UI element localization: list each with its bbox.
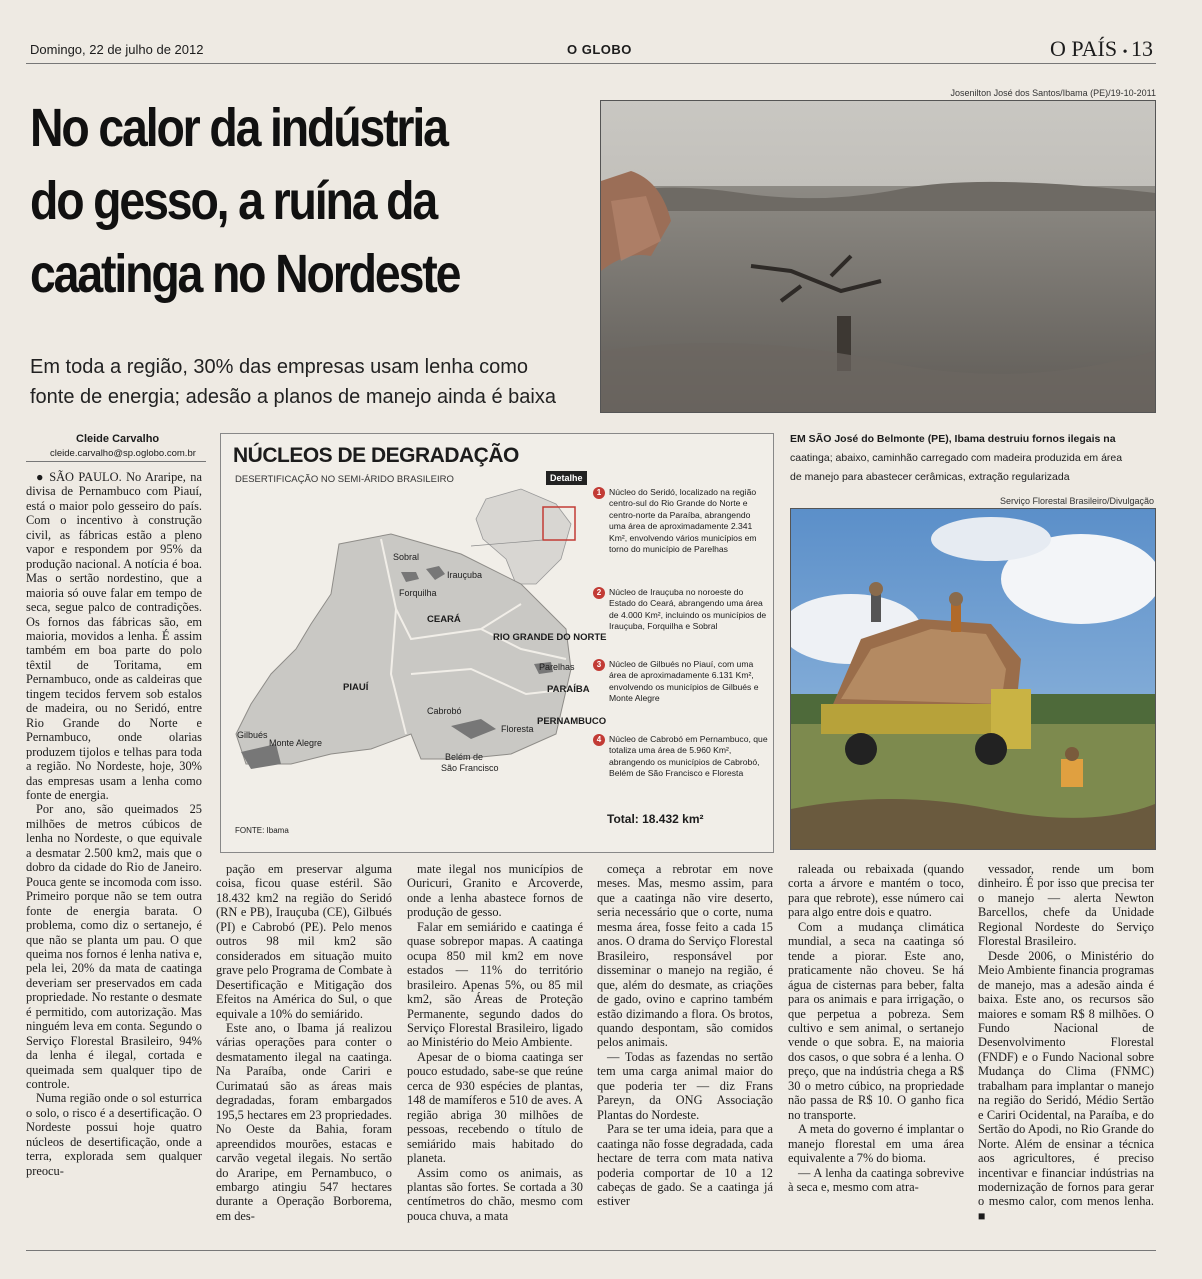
infographic-total: Total: 18.432 km² — [607, 812, 704, 826]
footer-rule — [26, 1250, 1156, 1251]
infographic-degradation-nuclei — [220, 433, 774, 853]
paragraph: raleada ou rebaixada (quando corta a árvore e mantém o toco, para que rebrote), esse número cai para algo entre dois e quatro. — [788, 862, 964, 920]
detail-label: Detalhe — [546, 471, 587, 485]
caption-line-3: de manejo para abastecer cerâmicas, extração regularizada — [790, 471, 1070, 483]
photo2-credit: Serviço Florestal Brasileiro/Divulgação — [999, 496, 1154, 506]
paragraph: A meta do governo é implantar o manejo florestal em uma área equivalente a 7% do bioma. — [788, 1122, 964, 1166]
paragraph: — A lenha da caatinga sobrevive à seca e, mesmo com atra- — [788, 1165, 964, 1194]
article-column-5 — [788, 862, 964, 1246]
map-label-gilbues: Gilbués — [237, 730, 268, 740]
paragraph: Apesar de o bioma caatinga ser pouco estudado, sabe-se que reúne cerca de 930 espécies de plantas, 148 de mamíferos e 510 de aves. A região abriga 30 milhões de pessoas, recebendo o título de semiárido mais habitado do planeta. — [407, 1049, 583, 1166]
newspaper-name: O GLOBO — [567, 42, 632, 57]
caption-line-1: EM SÃO José do Belmonte (PE), Ibama destruiu fornos ilegais na — [790, 433, 1116, 445]
paragraph: Desde 2006, o Ministério do Meio Ambiente financia programas de manejo, mas a adesão ainda é baixa. Este ano, os recursos são maiores e somam R$ 8 milhões. O Fundo Nacional de Desenvolvimento Florestal (FNDF) e o Fundo Nacional sobre Mudança do Clima (FNMC) trabalham para implantar o manejo na região do Seridó, Médio Sertão e Cariri Ocidental, na Paraíba, e do Sertão do Apodi, no Rio Grande do Norte. Além de ensinar a técnica aos agricultores, é preciso incentivar e financiar indústrias na modernização de fornos para gerar o mesmo calor, com menos lenha. ■ — [978, 948, 1154, 1223]
legend-item-cabrobo — [596, 734, 769, 780]
legend-text: Núcleo de Cabrobó em Pernambuco, que totaliza uma área de 5.960 Km², abrangendo os municípios de Cabrobó, Belém de São Francisco e Floresta — [609, 734, 768, 779]
headline — [30, 92, 512, 311]
map-label-paraiba: PARAÍBA — [547, 684, 590, 695]
section-name: O PAÍS — [1050, 36, 1118, 61]
photo-burned-caatinga — [600, 100, 1156, 413]
map-label-ceara: CEARÁ — [427, 614, 461, 625]
byline-rule — [26, 461, 206, 462]
map-label-piaui: PIAUÍ — [343, 682, 369, 693]
article-column-2 — [216, 862, 392, 1246]
legend-item-gilbues — [596, 659, 769, 705]
paragraph: pação em preservar alguma coisa, ficou quase estéril. São 18.432 km2 na região do Seridó (RN e PB), Irauçuba (CE), Gilbués (PI) e Cabrobó (PE). Pelo menos outros 98 mil km2 são considerados em situação muito grave pelo Programa de Combate à Desertificação e Mitigação dos Efeitos na América do Sul, o que equivale a 10% do semiárido. — [216, 862, 392, 1021]
paragraph: Numa região onde o sol esturrica o solo, o risco é a desertificação. O Nordeste possui hoje quatro núcleos de desertificação, onde a terra, explorada sem qualquer preocu- — [26, 1091, 202, 1178]
headline-line-3: caatinga no Nordeste — [30, 244, 460, 304]
map-label-sao-francisco: São Francisco — [441, 763, 499, 773]
legend-number: 3 — [593, 659, 605, 671]
article-column-3 — [407, 862, 583, 1246]
infographic-source: FONTE: Ibama — [235, 826, 289, 835]
paragraph: mate ilegal nos municípios de Ouricuri, Granito e Arcoverde, onde a lenha abastece fornos de produção de gesso. — [407, 862, 583, 920]
issue-date: Domingo, 22 de julho de 2012 — [30, 42, 204, 57]
byline-email: cleide.carvalho@sp.oglobo.com.br — [50, 448, 196, 459]
paragraph: Com a mudança climática mundial, a seca na caatinga só tende a piorar. Este ano, praticamente não choveu. Se há água de cisternas para beber, falta para os animais e para irrigação, o que perpetua a pobreza. Sem cultivo e sem animal, o sertanejo vende o que sobra. E, na maioria dos casos, o que sobra é a lenha. O preço, que na indústria chega a R$ 30 o metro cúbico, na propriedade não passa de R$ 10. O ganho fica no transporte. — [788, 919, 964, 1122]
photo-caption — [790, 430, 1150, 487]
deck — [30, 352, 590, 412]
map-label-parelhas: Parelhas — [539, 662, 575, 672]
paragraph: Este ano, o Ibama já realizou várias operações para conter o desmatamento ilegal na caatinga. Na Paraíba, onde Cariri e Curimataú são as áreas mais degradadas, foram embargados 195,5 hectares em 23 propriedades. No Oeste da Bahia, foram apreendidos mourões, estacas e carvão vegetal ilegais. No sertão do Araripe, em Pernambuco, o embargo atingiu 547 hectares durante a Operação Borborema, em des- — [216, 1020, 392, 1223]
photo1-credit: Josenilton José dos Santos/Ibama (PE)/19-10-2011 — [950, 88, 1156, 98]
paragraph: Falar em semiárido e caatinga é quase sobrepor mapas. A caatinga ocupa 850 mil km2 em nove estados — 11% do território brasileiro. Apenas 5%, ou 85 mil km2, são Áreas de Proteção Permanente, segundo dados do Serviço Florestal Brasileiro, ligado ao Ministério do Meio Ambiente. — [407, 919, 583, 1050]
map-label-monte-alegre: Monte Alegre — [269, 738, 323, 748]
photo-truck-firewood — [790, 508, 1156, 850]
paragraph: Assim como os animais, as plantas são fortes. Se cortada a 30 centímetros do chão, mesmo com pouca chuva, a mata — [407, 1165, 583, 1223]
headline-line-1: No calor da indústria — [30, 98, 447, 158]
legend-text: Núcleo do Seridó, localizado na região centro-sul do Rio Grande do Norte e centro-norte da Paraíba, abrangendo uma área de aproximadamente 2.341 Km², envolvendo vários municípios em torno do município de Parelhas — [609, 487, 757, 555]
map-label-sobral: Sobral — [393, 552, 420, 562]
paragraph: Por ano, são queimados 25 milhões de metros cúbicos de lenha no Nordeste, o que equivale a desmatar 2.500 km2, mais que o dobro da cidade do Rio de Janeiro. Pouca gente se incomoda com isso. Primeiro porque não se tem outra fonte de energia barata. O problema, como diz o sertanejo, é que não se planta um pau. O que queima nos fornos é lenha nativa e, pela lei, 20% da mata de caatinga deveriam ser preservados em cada propriedade. No restante o desmate é permitido, com autorização. Mas ninguém leva em conta. Segundo o Serviço Florestal Brasileiro, 94% da lenha é ilegal, cortada e queimada sem qualquer tipo de controle. — [26, 802, 202, 1092]
legend-item-iraucuba — [596, 587, 769, 633]
map-label-forquilha: Forquilha — [399, 588, 437, 598]
map-label-iraucuba: Irauçuba — [447, 570, 483, 580]
deck-line-2: fonte de energia; adesão a planos de manejo ainda é baixa — [30, 386, 556, 408]
map-label-rio-grande-do-norte: RIO GRANDE DO NORTE — [493, 632, 607, 643]
article-column-6 — [978, 862, 1154, 1246]
infographic-title: NÚCLEOS DE DEGRADAÇÃO — [233, 444, 519, 467]
legend-text: Núcleo de Gilbués no Piauí, com uma área de aproximadamente 6.131 Km², envolvendo os municípios de Gilbués e Monte Alegre — [609, 659, 759, 704]
deck-line-1: Em toda a região, 30% das empresas usam lenha como — [30, 356, 529, 378]
header-rule — [26, 63, 1156, 64]
paragraph: começa a rebrotar em nove meses. Mas, mesmo assim, para que a caatinga não vire deserto, seria necessário que o corte, numa mesma área, fosse feito a cada 15 anos. O drama do Serviço Florestal Brasileiro, responsável por disseminar o manejo na região, é que, além do desmate, as criações de gado, ovino e caprino também estão dizimando a flora. Os brotos, quando despontam, são comidos pelos animais. — [597, 862, 773, 1050]
page-number: 13 — [1130, 36, 1153, 61]
article-column-1 — [26, 470, 202, 1246]
truck-illustration — [791, 509, 1155, 849]
caption-line-2: caatinga; abaixo, caminhão carregado com madeira produzida em área — [790, 452, 1123, 464]
paragraph: Para se ter uma ideia, para que a caatinga não fosse degradada, cada hectare de terra com mata nativa poderia comportar de 10 a 12 cabeças de gado. Se a caatinga já estiver — [597, 1122, 773, 1209]
map-label-pernambuco: PERNAMBUCO — [537, 716, 607, 727]
section-page: O PAÍS • 13 — [1050, 36, 1153, 61]
infographic-subtitle: DESERTIFICAÇÃO NO SEMI-ÁRIDO BRASILEIRO — [235, 474, 454, 485]
headline-line-2: do gesso, a ruína da — [30, 171, 437, 231]
legend-number: 4 — [593, 734, 605, 746]
map-label-cabrobo: Cabrobó — [427, 706, 462, 716]
paragraph: — Todas as fazendas no sertão tem uma carga animal maior do que poderia ter — diz Frans Pareyn, da ONG Associação Plantas do Nordeste. — [597, 1049, 773, 1122]
paragraph: ● SÃO PAULO. No Araripe, na divisa de Pernambuco com Piauí, está o maior polo gesseiro do país. Com o incentivo à construção civil, as fábricas estão a pleno vapor e respondem por 95% da produção nacional. A notícia é boa. Mas o sertão nordestino, que a maioria só ouve falar em tempo de seca, segue palco de contradições. Os fornos das fábricas são, em maioria, movidos a lenha. É assim também em boa parte do polo têxtil de Toritama, em Pernambuco, onde as caldeiras que tingem tecidos fervem sob estalos de madeira, ou no Seridó, entre Rio Grande do Norte e Pernambuco, onde olarias produzem tijolos e telhas para toda a região. No Nordeste, hoje, 30% das empresas usam a lenha como fonte de energia. — [26, 470, 202, 802]
burned-land-illustration — [601, 101, 1155, 412]
legend-text: Núcleo de Irauçuba no noroeste do Estado do Ceará, abrangendo uma área de 4.000 Km², incluindo os municípios de Irauçuba, Forquilha e Sobral — [609, 587, 767, 632]
map-label-floresta: Floresta — [501, 724, 534, 734]
legend-number: 1 — [593, 487, 605, 499]
map-label-belem: Belém de — [445, 752, 484, 762]
legend-item-serido — [596, 487, 769, 555]
paragraph: vessador, rende um bom dinheiro. É por isso que precisa ter o manejo — alerta Newton Barcellos, chefe da Unidade Regional Nordeste do Serviço Florestal Brasileiro. — [978, 862, 1154, 949]
byline-author: Cleide Carvalho — [76, 433, 160, 445]
legend-number: 2 — [593, 587, 605, 599]
article-column-4 — [597, 862, 773, 1246]
